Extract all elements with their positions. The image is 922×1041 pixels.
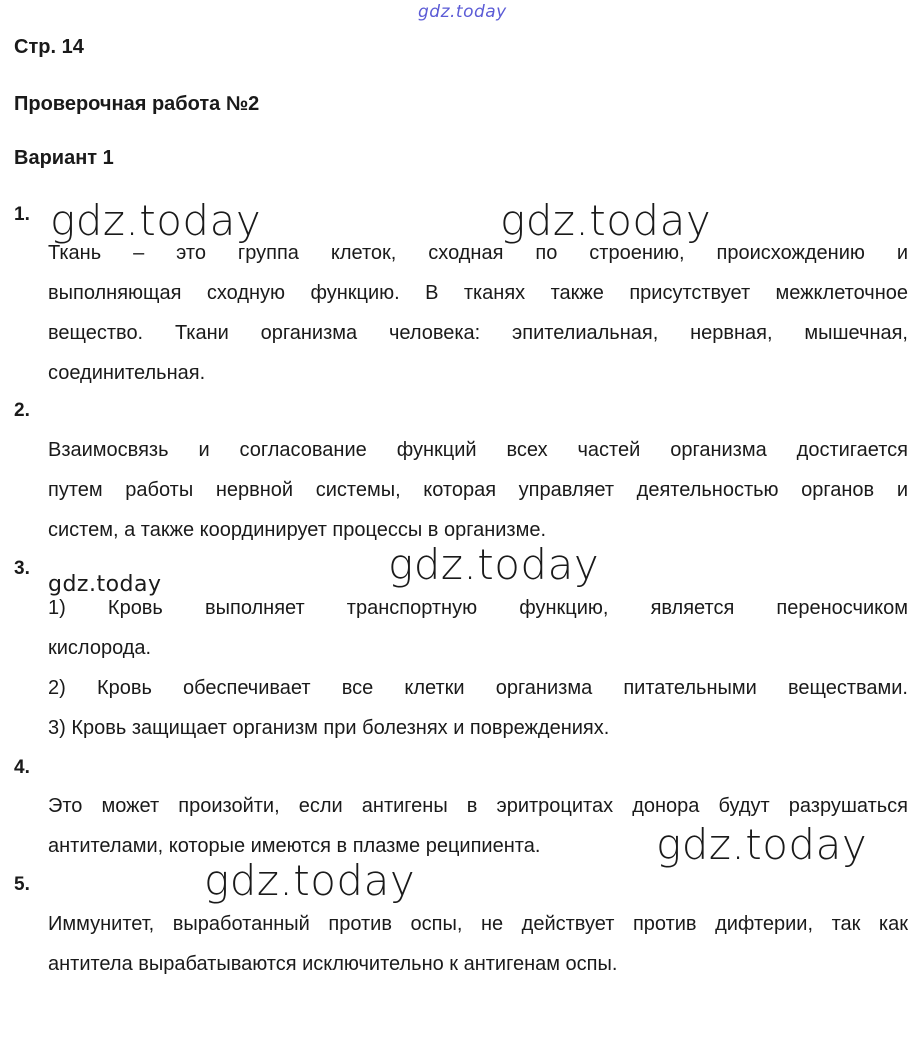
text-line: антителами, которые имеются в плазме реципиента. <box>48 835 541 857</box>
text-line: Ткань – это группа клеток, сходная по строению, происхождению и <box>48 242 908 264</box>
watermark: gdz.today <box>48 572 162 597</box>
text-line: Иммунитет, выработанный против оспы, не действует против дифтерии, так как <box>48 913 908 935</box>
watermark: gdz.today <box>50 196 262 245</box>
text-line: путем работы нервной системы, которая управляет деятельностью органов и <box>48 479 908 501</box>
answer-number: 5. <box>14 874 30 895</box>
text-line: 1) Кровь выполняет транспортную функцию, является переносчиком <box>48 597 908 619</box>
text-line: выполняющая сходную функцию. В тканях также присутствует межклеточное <box>48 282 908 304</box>
watermark: gdz.today <box>500 196 712 245</box>
answer-number: 3. <box>14 558 30 579</box>
text-line: вещество. Ткани организма человека: эпителиальная, нервная, мышечная, <box>48 322 908 344</box>
answer-text <box>48 588 908 748</box>
watermark: gdz.today <box>204 856 416 905</box>
answer-text <box>48 430 908 550</box>
text-line: 2) Кровь обеспечивает все клетки организма питательными веществами. <box>48 677 908 699</box>
page-label: Стр. 14 <box>14 36 84 58</box>
answer-number: 2. <box>14 400 30 421</box>
answer-number: 1. <box>14 204 30 225</box>
text-line: Это может произойти, если антигены в эритроцитах донора будут разрушаться <box>48 795 908 817</box>
watermark: gdz.today <box>388 540 600 589</box>
answer-text <box>48 904 908 984</box>
answer-text <box>48 233 908 393</box>
watermark: gdz.today <box>656 820 868 869</box>
answer-text <box>48 786 908 866</box>
answer-number: 4. <box>14 757 30 778</box>
variant-label: Вариант 1 <box>14 147 114 169</box>
text-line: 3) Кровь защищает организм при болезнях и повреждениях. <box>48 717 610 739</box>
watermark-top: gdz.today <box>418 2 507 22</box>
text-line: кислорода. <box>48 637 152 659</box>
text-line: соединительная. <box>48 362 206 384</box>
text-line: систем, а также координирует процессы в организме. <box>48 519 547 541</box>
work-title: Проверочная работа №2 <box>14 93 260 115</box>
text-line: Взаимосвязь и согласование функций всех частей организма достигается <box>48 439 908 461</box>
text-line: антитела вырабатываются исключительно к антигенам оспы. <box>48 953 618 975</box>
